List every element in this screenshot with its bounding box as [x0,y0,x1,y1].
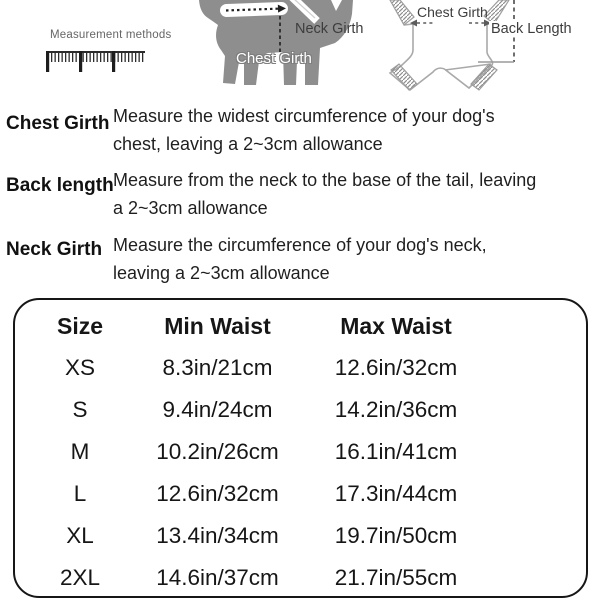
min-waist-cell: 8.3in/21cm [162,355,273,380]
ruler-icon [46,50,150,74]
definition-term-chest-girth: Chest Girth [6,113,110,134]
back-measure-band [220,2,288,17]
definition-line: chest, leaving a 2~3cm allowance [113,134,383,154]
definition-line: Measure the circumference of your dog's neck, [113,235,487,255]
definition-text-chest-girth [113,102,495,158]
dog-measurement-illustration [193,0,358,92]
size-cell: XS [64,355,95,380]
garment-back-length-label: Back Length [491,21,572,37]
size-cell: 2XL [59,565,101,590]
table-row-2xl [15,557,586,598]
size-chart-table [13,298,588,598]
definition-term-neck-girth: Neck Girth [6,239,103,260]
definition-term-back-length: Back length [6,175,114,196]
size-cell: L [73,481,87,506]
definition-line: Measure from the neck to the base of the tail, leaving [113,170,537,190]
min-waist-cell: 12.6in/32cm [156,481,279,506]
size-chart-header-row [15,305,586,347]
min-waist-cell: 10.2in/26cm [156,439,279,464]
table-row-xs [15,347,586,389]
definition-text-back-length [113,166,536,222]
max-waist-cell: 17.3in/44cm [334,481,458,506]
dog-neck-girth-label: Neck Girth [295,21,364,37]
definition-line: Measure the widest circumference of your dog's [113,106,495,126]
measurement-methods-label: Measurement methods [50,29,172,41]
min-waist-cell: 14.6in/37cm [156,565,279,590]
garment-chest-girth-label: Chest Girth [417,4,488,20]
max-waist-cell: 19.7in/50cm [334,523,458,548]
col-header-min-waist: Min Waist [164,312,271,339]
min-waist-cell: 13.4in/34cm [156,523,279,548]
min-waist-cell: 9.4in/24cm [162,397,273,422]
max-waist-cell: 12.6in/32cm [334,355,458,380]
max-waist-cell: 14.2in/36cm [334,397,458,422]
table-row-xl [15,515,586,557]
col-header-max-waist: Max Waist [340,312,452,339]
dog-chest-girth-label: Chest Girth [236,50,312,67]
chest-girth-arrow [410,20,491,27]
table-row-l [15,473,586,515]
definition-line: a 2~3cm allowance [113,198,268,218]
table-row-s [15,389,586,431]
size-cell: S [72,397,88,422]
size-cell: M [70,439,90,464]
size-cell: XL [66,523,94,548]
max-waist-cell: 21.7in/55cm [334,565,458,590]
definition-text-neck-girth [113,231,487,287]
definition-line: leaving a 2~3cm allowance [113,263,330,283]
table-row-m [15,431,586,473]
max-waist-cell: 16.1in/41cm [334,439,458,464]
col-header-size: Size [56,312,104,339]
